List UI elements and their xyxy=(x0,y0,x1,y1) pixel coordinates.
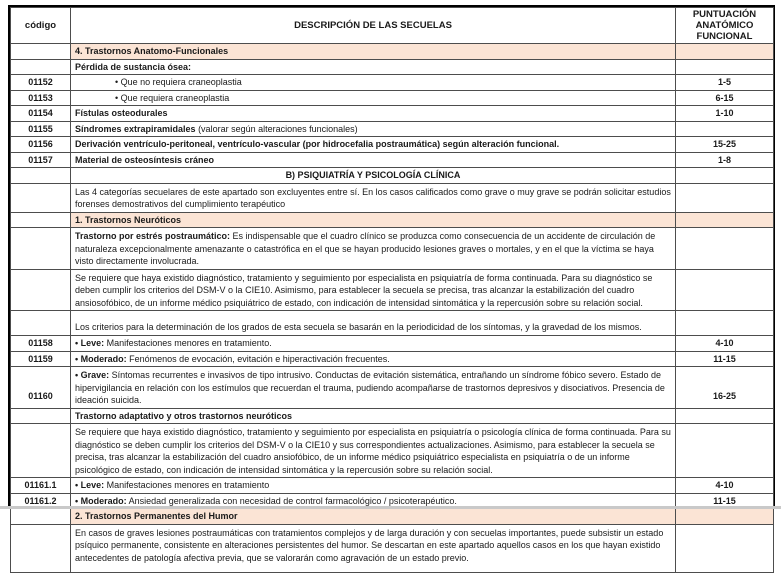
table-row xyxy=(11,137,774,153)
description-cell xyxy=(71,269,676,311)
table-row xyxy=(11,168,774,184)
description-cell xyxy=(71,212,676,228)
table-row xyxy=(11,408,774,424)
description-text: Se requiere que haya existido diagnóstico, tratamiento y seguimiento por especialista en psiquiatría de forma continuada. Para su diagnóstico se deben cumplir los criterios del DSM-V o la CIE10. Asimismo, para establecer la secuela se precisa, tras alcanzar la estabilización del cuadro ansiosofóbico, de un informe médico psiquiátrico de estado, con indicación de intensidad sintomática y la repercusión sobre su relación social. xyxy=(75,272,653,308)
description-cell xyxy=(71,152,676,168)
table-row xyxy=(11,90,774,106)
description-text: Trastorno adaptativo y otros trastornos neuróticos xyxy=(75,410,293,421)
header-score: PUNTUACIÓN ANATÓMICO FUNCIONAL xyxy=(676,8,774,44)
description-cell xyxy=(71,121,676,137)
table-row xyxy=(11,478,774,494)
description-cell xyxy=(71,90,676,106)
description-text: • Que requiera craneoplastia xyxy=(115,92,230,103)
description-text: Síndromes extrapiramidales xyxy=(75,123,196,134)
code-cell xyxy=(11,59,71,75)
table-header xyxy=(11,8,774,44)
score-cell xyxy=(676,44,774,60)
code-cell: 01156 xyxy=(11,137,71,153)
description-cell xyxy=(71,524,676,572)
score-cell: 15-25 xyxy=(676,137,774,153)
score-cell xyxy=(676,424,774,478)
score-cell xyxy=(676,59,774,75)
score-cell xyxy=(676,269,774,311)
description-cell xyxy=(71,44,676,60)
description-cell xyxy=(71,424,676,478)
description-cell xyxy=(71,509,676,525)
score-cell xyxy=(676,183,774,212)
table-row xyxy=(11,44,774,60)
description-cell xyxy=(71,168,676,184)
table-row xyxy=(11,367,774,409)
code-cell: 01153 xyxy=(11,90,71,106)
description-text: Es indispensable que el cuadro clínico se produzca como consecuencia de un accidente de circulación de naturaleza excepcionalmente amenazante o catastrófica en el que se hayan producido lesiones graves o mortales, y en el que la víctima se haya visto directamente involucrada. xyxy=(75,231,656,266)
description-text: En casos de graves lesiones postraumáticas con tratamientos complejos y de larga duración y con secuelas importantes, puede subsistir un estado psíquico permanente, consistente en alteraciones persistentes del humor. Se descartan en este apartado aquellos casos en los que hayan existido antecedentes de patología afectiva previa, que se valorarán como agravación de un estado previo. xyxy=(75,527,664,563)
table-row xyxy=(11,152,774,168)
description-text: • Leve: xyxy=(75,338,105,348)
score-cell xyxy=(676,408,774,424)
code-cell xyxy=(11,524,71,572)
table-row xyxy=(11,59,774,75)
code-cell: 01154 xyxy=(11,106,71,122)
description-text: B) PSIQUIATRÍA Y PSICOLOGÍA CLÍNICA xyxy=(285,170,461,180)
table-row xyxy=(11,75,774,91)
score-cell: 1-8 xyxy=(676,152,774,168)
code-cell: 01161.2 xyxy=(11,493,71,509)
description-text: • Grave: xyxy=(75,370,110,380)
table-row xyxy=(11,424,774,478)
score-cell xyxy=(676,228,774,270)
description-text: • Leve: xyxy=(75,480,105,490)
description-text: Manifestaciones menores en tratamiento xyxy=(104,480,270,490)
description-text: • Moderado: xyxy=(75,353,127,364)
code-cell xyxy=(11,269,71,311)
code-cell xyxy=(11,212,71,228)
sequelae-table xyxy=(10,7,774,573)
table-row xyxy=(11,336,774,352)
score-cell: 16-25 xyxy=(676,367,774,409)
description-text: Fenómenos de evocación, evitación e hiperactivación frecuentes. xyxy=(126,353,390,364)
score-cell: 1-5 xyxy=(676,75,774,91)
score-cell xyxy=(676,168,774,184)
score-cell: 11-15 xyxy=(676,351,774,367)
description-text: (valorar según alteraciones funcionales) xyxy=(195,123,358,134)
header-code: código xyxy=(11,8,71,44)
code-cell: 01161.1 xyxy=(11,478,71,494)
description-cell xyxy=(71,351,676,367)
description-text: Manifestaciones menores en tratamiento. xyxy=(104,338,272,348)
code-cell: 01160 xyxy=(11,367,71,409)
code-cell: 01158 xyxy=(11,336,71,352)
code-cell xyxy=(11,183,71,212)
description-text: Las 4 categorías secuelares de este apartado son excluyentes entre sí. En los casos calificados como grave o muy grave se podrán solicitar estudios forenses demostrativos del cumplimiento terapéutico xyxy=(75,186,671,209)
description-text: Material de osteosíntesis cráneo xyxy=(75,154,215,165)
code-cell xyxy=(11,408,71,424)
score-cell: 1-10 xyxy=(676,106,774,122)
table-row xyxy=(11,106,774,122)
score-cell: 11-15 xyxy=(676,493,774,509)
description-cell xyxy=(71,106,676,122)
description-text: Derivación ventrículo-peritoneal, ventrículo-vascular (por hidrocefalia postraumática) según alteración funcional. xyxy=(75,139,560,149)
description-cell xyxy=(71,367,676,409)
sequelae-table-container xyxy=(8,5,775,563)
table-row xyxy=(11,351,774,367)
header-description: DESCRIPCIÓN DE LAS SECUELAS xyxy=(71,8,676,44)
description-cell xyxy=(71,311,676,336)
description-cell xyxy=(71,408,676,424)
table-row xyxy=(11,212,774,228)
description-text: Los criterios para la determinación de los grados de esta secuela se basarán en la periodicidad de los síntomas, y la gravedad de los mismos. xyxy=(75,321,642,332)
description-text: Ansiedad generalizada con necesidad de control farmacológico / psicoterapéutico. xyxy=(126,495,457,506)
code-cell: 01159 xyxy=(11,351,71,367)
table-body xyxy=(11,44,774,573)
code-cell xyxy=(11,228,71,270)
score-cell xyxy=(676,524,774,572)
description-text: • Moderado: xyxy=(75,495,127,506)
table-row xyxy=(11,311,774,336)
description-text: Se requiere que haya existido diagnóstico, tratamiento y seguimiento por especialista en psiquiatría o psicología clínica de forma continuada. Para su diagnóstico se deben cumplir los criterios del DSM-V o la CIE10 y sus correspondientes actualizaciones. Asimismo, para establecer la secuela se precisa, tras alcanzar la estabilización del cuadro ansiofóbico, de un informe médico psiquiátrico especialista en psiquiatría o de un informe psicológico de estado, con indicación de intensidad sintomática y la repercusión sobre su relación social. xyxy=(75,427,671,475)
score-cell xyxy=(676,121,774,137)
description-text: Síntomas recurrentes e invasivos de tipo intrusivo. Conductas de evitación sistemática, entrañando un síndrome fóbico severo. Estado de hipervigilancia en relación con los estímulos que recuerdan el trauma, pudiendo acompañarse de trastornos depresivos y disociativos. Presencia de ideación suicida. xyxy=(75,370,665,405)
score-cell xyxy=(676,212,774,228)
description-text: 4. Trastornos Anatomo-Funcionales xyxy=(75,46,229,56)
code-cell xyxy=(11,168,71,184)
page-bottom-edge xyxy=(0,506,781,509)
score-cell xyxy=(676,311,774,336)
description-cell xyxy=(71,478,676,494)
code-cell xyxy=(11,44,71,60)
table-row xyxy=(11,121,774,137)
table-row xyxy=(11,524,774,572)
description-cell xyxy=(71,183,676,212)
code-cell: 01152 xyxy=(11,75,71,91)
table-row xyxy=(11,183,774,212)
description-cell xyxy=(71,75,676,91)
description-text: 1. Trastornos Neuróticos xyxy=(75,214,182,225)
table-row xyxy=(11,269,774,311)
description-text: Fístulas osteodurales xyxy=(75,108,168,118)
code-cell xyxy=(11,311,71,336)
description-cell xyxy=(71,228,676,270)
score-cell xyxy=(676,509,774,525)
score-cell: 4-10 xyxy=(676,478,774,494)
score-cell: 4-10 xyxy=(676,336,774,352)
description-text: 2. Trastornos Permanentes del Humor xyxy=(75,511,238,521)
description-cell xyxy=(71,137,676,153)
code-cell: 01157 xyxy=(11,152,71,168)
code-cell xyxy=(11,424,71,478)
description-text: • Que no requiera craneoplastia xyxy=(115,77,242,87)
table-row xyxy=(11,228,774,270)
header-row xyxy=(11,8,774,44)
table-row xyxy=(11,509,774,525)
score-cell: 6-15 xyxy=(676,90,774,106)
description-cell xyxy=(71,336,676,352)
description-text: Pérdida de sustancia ósea: xyxy=(75,61,192,72)
description-cell xyxy=(71,59,676,75)
code-cell xyxy=(11,509,71,525)
description-text: Trastorno por estrés postraumático: xyxy=(75,231,231,241)
code-cell: 01155 xyxy=(11,121,71,137)
